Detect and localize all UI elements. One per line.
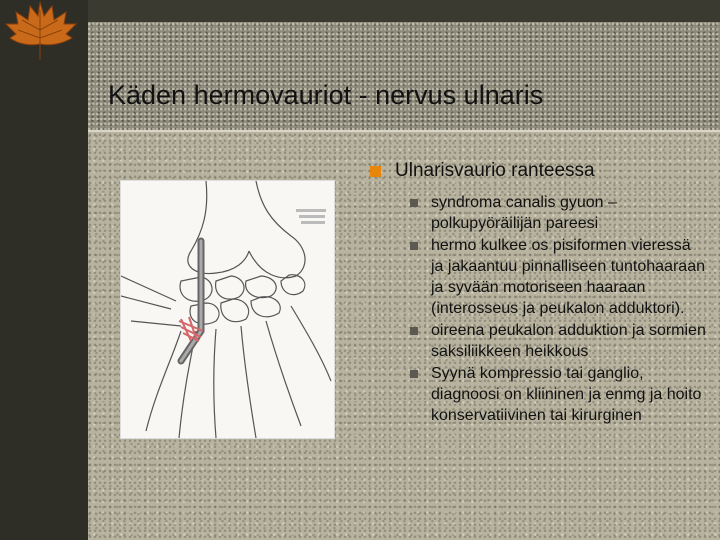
content	[367, 160, 707, 427]
bullet-square-icon	[410, 327, 418, 335]
section-heading: Ulnarisvaurio ranteessa	[395, 160, 595, 181]
bullet-square-icon	[410, 370, 418, 378]
wrist-anatomy-illustration	[120, 180, 335, 439]
maple-leaf-icon	[0, 0, 80, 62]
bullet-square-icon	[370, 166, 381, 177]
bullet-text: oireena peukalon adduktion ja sormien saksiliikkeen heikkous	[431, 322, 706, 360]
left-band	[0, 0, 88, 540]
bullet-text: Syynä kompressio tai ganglio, diagnoosi on kliininen ja enmg ja hoito konservatiivinen tai kirurginen	[431, 365, 702, 424]
bullet-square-icon	[410, 199, 418, 207]
list-item	[410, 363, 707, 426]
bullet-text: hermo kulkee os pisiformen vieressä ja jakaantuu pinnalliseen tuntohaaraan ja syvään motoriseen haaraan (interosseus ja peukalon adduktori).	[431, 237, 705, 317]
page-title: Käden hermovauriot - nervus ulnaris	[108, 80, 544, 110]
list-item	[367, 160, 707, 182]
list-item	[410, 320, 707, 362]
list-item	[410, 235, 707, 319]
title-band	[88, 22, 720, 132]
top-band	[88, 0, 720, 22]
bullet-text: syndroma canalis gyuon – polkupyöräilijän pareesi	[431, 194, 617, 232]
list-item	[410, 192, 707, 234]
bullet-square-icon	[410, 242, 418, 250]
